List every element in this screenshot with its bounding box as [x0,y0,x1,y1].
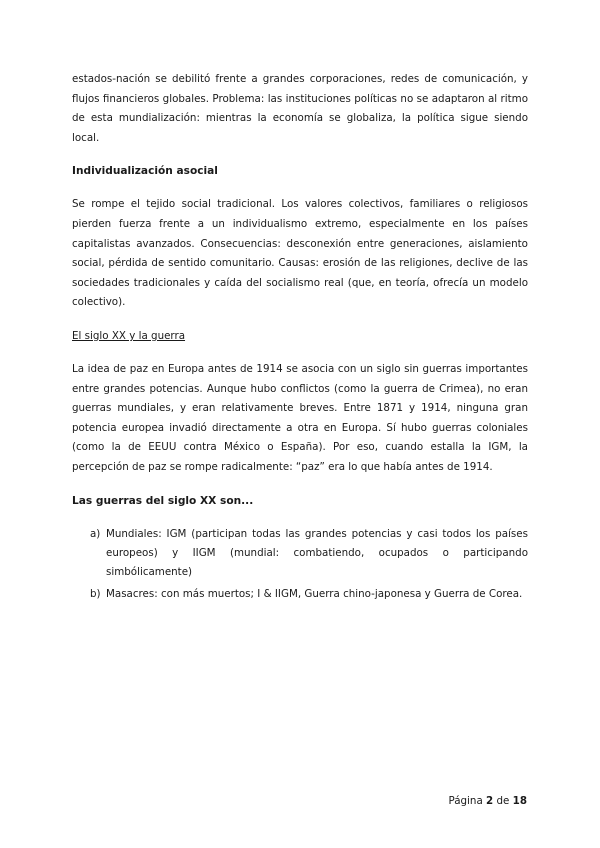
total-pages-number: 18 [512,795,527,807]
list-marker: b) [90,587,101,600]
page-separator: de [496,795,510,807]
page-number-footer [448,795,527,807]
intro-paragraph: estados-nación se debilitó frente a grandes corporaciones, redes de comunicación, y flujos financieros globales. Problema: las instituciones políticas no se adaptaron al ritmo de esta mundialización: mientras la economía se globaliza, la política sigue siendo local. [72,73,528,144]
list-item-text: Mundiales: IGM (participan todas las grandes potencias y casi todos los países europeos) y IIGM (mundial: combatiendo, ocupados o participando simbólicamente) [106,527,528,578]
section-paragraph-individualizacion: Se rompe el tejido social tradicional. Los valores colectivos, familiares o religiosos pierden fuerza frente a un individualismo extremo, especialmente en los países capitalistas avanzados. Consecuencias: desconexión entre generaciones, aislamiento social, pérdida de sentido comunitario. Causas: erosión de las religiones, declive de las sociedades tradicionales y caída del socialismo real (que, en teoría, ofrecía un modelo colectivo). [72,198,528,309]
section-heading-individualizacion: Individualización asocial [72,165,218,178]
document-body [72,70,528,607]
wars-list [72,525,528,604]
list-item [72,585,528,604]
section-paragraph-siglo-xx: La idea de paz en Europa antes de 1914 se asocia con un siglo sin guerras importantes entre grandes potencias. Aunque hubo conflictos (como la guerra de Crimea), no eran guerras mundiales, y eran relativamente breves. Entre 1871 y 1914, ninguna gran potencia europea invadió directamente a otra en Europa. Sí hubo guerras coloniales (como la de EEUU contra México o España). Por eso, cuando estalla la IGM, la percepción de paz se rompe radicalmente: “paz” era lo que había antes de 1914. [72,362,528,473]
section-heading-siglo-xx: El siglo XX y la guerra [72,329,186,342]
list-marker: a) [90,527,101,540]
current-page-number: 2 [486,795,494,807]
list-item [72,525,528,582]
page-label: Página [448,795,483,807]
list-item-text: Masacres: con más muertos; I & IIGM, Guerra chino-japonesa y Guerra de Corea. [106,587,523,600]
section-heading-guerras: Las guerras del siglo XX son... [72,494,254,507]
